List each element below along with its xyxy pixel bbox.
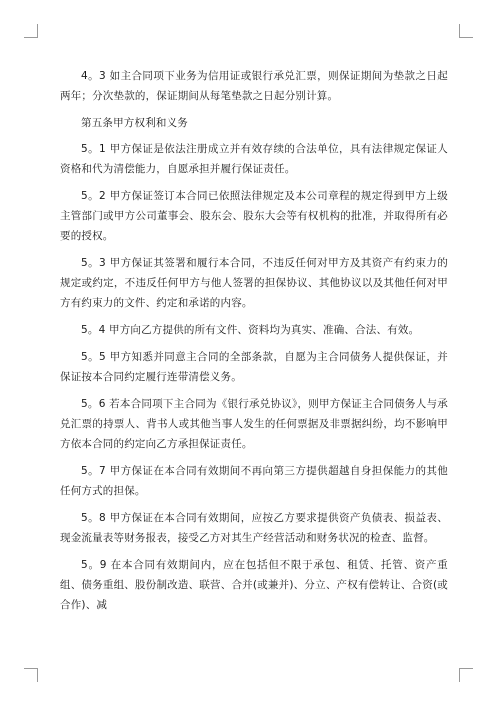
paragraph-4-3: 4。3 如主合同项下业务为信用证或银行承兑汇票，则保证期间为垫款之日起两年；分次垫款的，保证期间从每笔垫款之日起分别计算。 [60,70,448,102]
paragraph-5-5: 5。5 甲方知悉并同意主合同的全部条款，自愿为主合同债务人提供保证，并保证按本合同约定履行连带清偿义务。 [60,351,448,383]
paragraph-5-9: 5。9 在本合同有效期间内，应在包括但不限于承包、租赁、托管、资产重组、债务重组、股份制改造、联营、合并(或兼并)、分立、产权有偿转让、合资(或合作)、减 [60,559,448,611]
paragraph-5-2: 5。2 甲方保证签订本合同已依照法律规定及本公司章程的规定得到甲方上级主管部门或甲方公司董事会、股东会、股东大会等有权机构的批准，并取得所有必要的授权。 [60,190,448,242]
document-body [60,66,448,622]
crop-mark-bottom-right [459,668,473,682]
paragraph-5-7: 5。7 甲方保证在本合同有效期间不再向第三方提供超越自身担保能力的其他任何方式的担保。 [60,465,448,497]
paragraph-5-1: 5。1 甲方保证是依法注册成立并有效存续的合法单位，具有法律规定保证人资格和代为清偿能力，自愿承担并履行保证责任。 [60,143,448,175]
crop-mark-top-left [24,24,38,38]
paragraph-5-6: 5。6 若本合同项下主合同为《银行承兑协议》，则甲方保证主合同债务人与承兑汇票的持票人、背书人或其他当事人发生的任何票据及非票据纠纷，均不影响甲方依本合同的约定向乙方承担保证责任。 [60,398,448,450]
paragraph-5-8: 5。8 甲方保证在本合同有效期间，应按乙方要求提供资产负债表、损益表、现金流量表等财务报表，接受乙方对其生产经营活动和财务状况的检查、监督。 [60,512,448,544]
crop-mark-bottom-left [24,668,38,682]
crop-mark-top-right [459,24,473,38]
paragraph-5-3: 5。3 甲方保证其签署和履行本合同，不违反任何对甲方及其资产有约束力的规定或约定，不违反任何甲方与他人签署的担保协议、其他协议以及其他任何对甲方有约束力的文件、约定和承诺的内容。 [60,257,448,309]
article-5-heading: 第五条甲方权利和义务 [81,117,188,129]
paragraph-5-4: 5。4 甲方向乙方提供的所有文件、资料均为真实、准确、合法、有效。 [81,324,420,336]
